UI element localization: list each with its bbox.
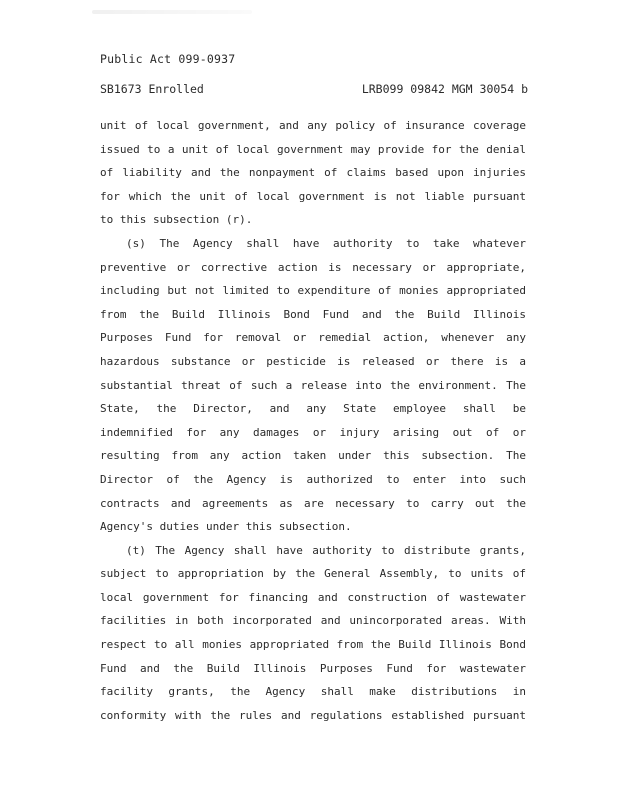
text-line: substantial threat of such a release into the environment. The <box>100 378 526 392</box>
text-line: local government for financing and construction of wastewater <box>100 590 526 604</box>
paragraph-s-start: (s) The Agency shall have authority to take whatever <box>126 236 526 250</box>
public-act-title: Public Act 099-0937 <box>100 52 236 66</box>
text-line: subject to appropriation by the General Assembly, to units of <box>100 567 526 581</box>
text-line: State, the Director, and any State employee shall be <box>100 402 526 416</box>
text-line: facilities in both incorporated and unincorporated areas. With <box>100 614 526 628</box>
text-line: resulting from any action taken under this subsection. The <box>100 449 526 463</box>
text-line: to this subsection (r). <box>100 213 253 227</box>
text-line: Director of the Agency is authorized to enter into such <box>100 472 526 486</box>
text-line: hazardous substance or pesticide is released or there is a <box>100 354 526 368</box>
scan-smudge <box>92 10 252 14</box>
text-line: Agency's duties under this subsection. <box>100 520 352 534</box>
text-line: contracts and agreements as are necessary to carry out the <box>100 496 526 510</box>
text-line: including but not limited to expenditure of monies appropriated <box>100 284 526 298</box>
lrb-code: LRB099 09842 MGM 30054 b <box>361 82 528 96</box>
text-line: respect to all monies appropriated from the Build Illinois Bond <box>100 638 526 652</box>
text-line: Fund and the Build Illinois Purposes Fund for wastewater <box>100 661 526 675</box>
text-line: conformity with the rules and regulations established pursuant <box>100 708 526 722</box>
bill-header <box>100 82 528 96</box>
text-line: from the Build Illinois Bond Fund and the Build Illinois <box>100 307 526 321</box>
text-line: preventive or corrective action is necessary or appropriate, <box>100 260 526 274</box>
text-line: of liability and the nonpayment of claims based upon injuries <box>100 166 526 180</box>
text-line: unit of local government, and any policy of insurance coverage <box>100 119 526 132</box>
text-line: facility grants, the Agency shall make distributions in <box>100 685 526 699</box>
text-line: issued to a unit of local government may provide for the denial <box>100 142 526 156</box>
text-line: indemnified for any damages or injury arising out of or <box>100 425 526 439</box>
text-line: Purposes Fund for removal or remedial action, whenever any <box>100 331 526 345</box>
bill-body-text <box>100 114 526 727</box>
bill-id: SB1673 Enrolled <box>100 82 204 96</box>
text-line: for which the unit of local government is not liable pursuant <box>100 189 526 203</box>
paragraph-t-start: (t) The Agency shall have authority to distribute grants, <box>126 543 526 557</box>
